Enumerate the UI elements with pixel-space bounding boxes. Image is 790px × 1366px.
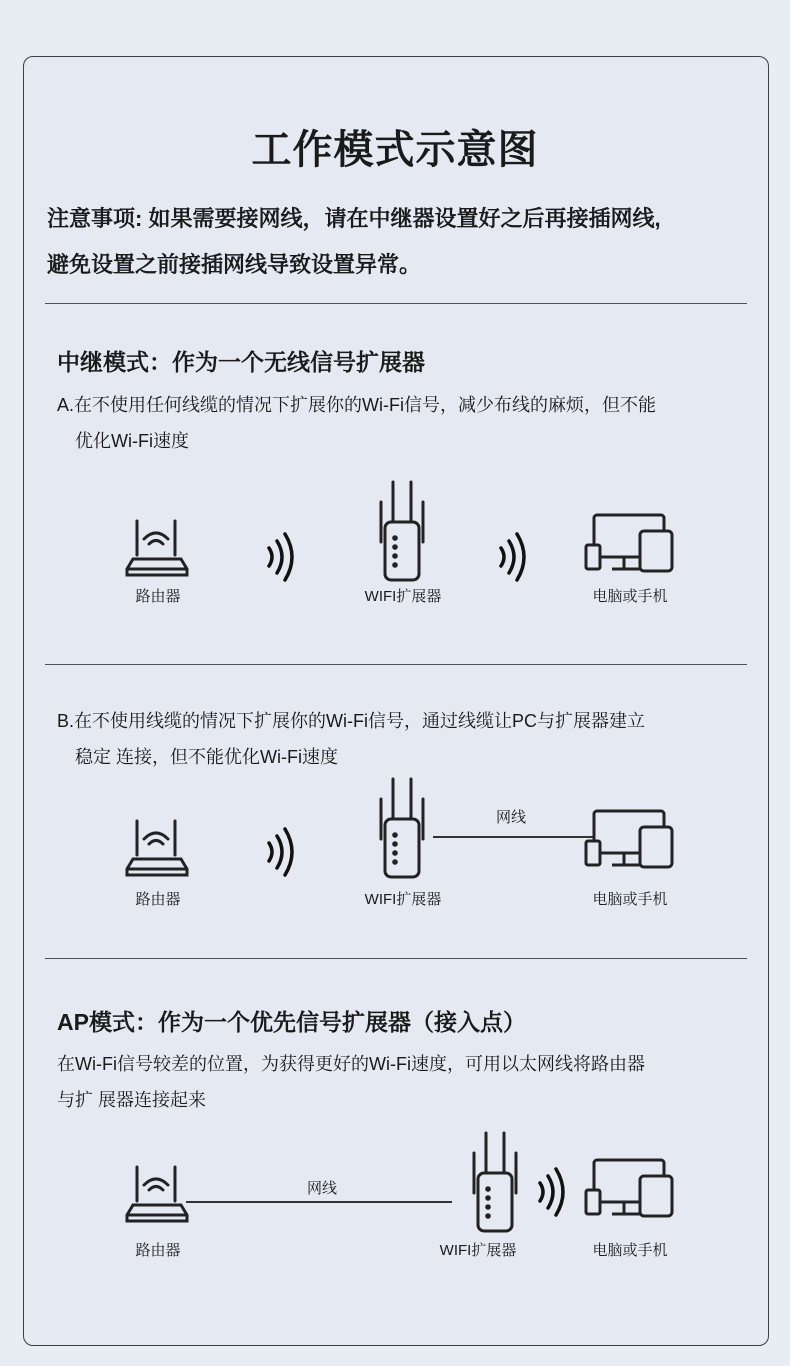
repeater-b-line-1: B.在不使用线缆的情况下扩展你的Wi-Fi信号，通过线缆让PC与扩展器建立	[57, 711, 645, 731]
repeater-a-line-1: A.在不使用任何线缆的情况下扩展你的Wi-Fi信号，减少布线的麻烦，但不能	[57, 395, 656, 415]
divider	[45, 664, 747, 665]
extender-label: WIFI扩展器	[364, 891, 442, 908]
wireless-signal-icon	[536, 1167, 568, 1217]
ap-line-1: 在Wi-Fi信号较差的位置，为获得更好的Wi-Fi速度，可用以太网线将路由器	[57, 1054, 645, 1074]
repeater-a-description	[57, 387, 757, 459]
divider	[45, 958, 747, 959]
extender-label: WIFI扩展器	[364, 588, 442, 605]
notice-text	[47, 196, 767, 288]
page-title: 工作模式示意图	[251, 128, 539, 172]
cable-line	[186, 1201, 452, 1203]
router-icon	[125, 517, 190, 579]
repeater-mode-heading: 中继模式：作为一个无线信号扩展器	[57, 349, 425, 375]
notice-line-2: 避免设置之前接插网线导致设置异常。	[47, 252, 422, 277]
computer-phone-icon	[584, 1158, 676, 1220]
devices-label: 电脑或手机	[592, 588, 668, 605]
ap-mode-heading: AP模式：作为一个优先信号扩展器（接入点）	[57, 1009, 526, 1035]
wireless-signal-icon	[497, 532, 529, 582]
notice-line-1: 注意事项: 如果需要接网线，请在中继器设置好之后再接插网线,	[47, 206, 661, 231]
cable-label: 网线	[306, 1180, 337, 1197]
router-label: 路由器	[135, 1242, 181, 1259]
wifi-extender-icon	[375, 777, 430, 879]
repeater-a-line-2: 优化Wi-Fi速度	[75, 431, 189, 451]
router-label: 路由器	[135, 588, 181, 605]
router-icon	[125, 1163, 190, 1225]
ap-description	[57, 1046, 757, 1118]
cable-label: 网线	[495, 809, 526, 826]
router-label: 路由器	[135, 891, 181, 908]
cable-line	[433, 836, 595, 838]
ap-line-2: 与扩 展器连接起来	[57, 1090, 207, 1110]
wireless-signal-icon	[265, 827, 297, 877]
devices-label: 电脑或手机	[592, 891, 668, 908]
divider	[45, 303, 747, 304]
extender-label: WIFI扩展器	[439, 1242, 517, 1259]
wifi-extender-icon	[468, 1131, 523, 1233]
repeater-b-description	[57, 703, 757, 775]
devices-label: 电脑或手机	[592, 1242, 668, 1259]
computer-phone-icon	[584, 809, 676, 871]
wifi-extender-icon	[375, 480, 430, 582]
wireless-signal-icon	[265, 532, 297, 582]
computer-phone-icon	[584, 513, 676, 575]
router-icon	[125, 817, 190, 879]
repeater-b-line-2: 稳定 连接，但不能优化Wi-Fi速度	[75, 747, 338, 767]
